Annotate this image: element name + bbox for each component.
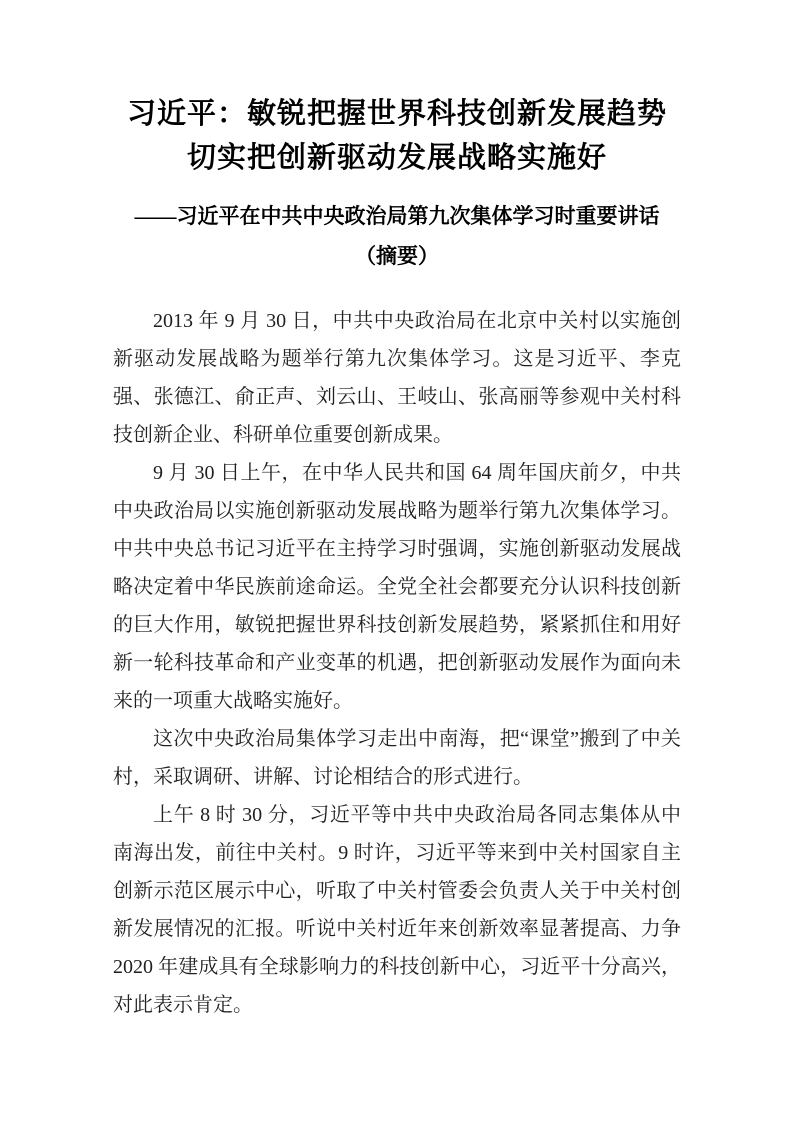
document-body (113, 302, 681, 1024)
document-title-line1: 习近平：敏锐把握世界科技创新发展趋势 (126, 98, 667, 130)
document-subtitle: ——习近平在中共中央政治局第九次集体学习时重要讲话 (134, 204, 660, 228)
body-paragraph-2: 9 月 30 日上午，在中华人民共和国 64 周年国庆前夕，中共中央政治局以实施创新驱动发展战略为题举行第九次集体学习。中共中央总书记习近平在主持学习时强调，实施创新驱动发展战略决定着中华民族前途命运。全党全社会都要充分认识科技创新的巨大作用，敏锐把握世界科技创新发展趋势，紧紧抓住和用好新一轮科技革命和产业变革的机遇，把创新驱动发展作为面向未来的一项重大战略实施好。 (113, 462, 681, 712)
document-title-line2: 切实把创新驱动发展战略实施好 (186, 142, 607, 174)
body-paragraph-4: 上午 8 时 30 分，习近平等中共中央政治局各同志集体从中南海出发，前往中关村。9 时许，习近平等来到中关村国家自主创新示范区展示中心，听取了中关村管委会负责人关于中关村创新发展情况的汇报。听说中关村近年来创新效率显著提高、力争 2020 年建成具有全球影响力的科技创新中心，习近平十分高兴，对此表示肯定。 (113, 804, 681, 1016)
document-subtitle-note: （摘要） (355, 244, 439, 268)
document-subtitle-block (113, 196, 681, 276)
document-title (113, 92, 681, 180)
body-paragraph-1: 2013 年 9 月 30 日，中共中央政治局在北京中关村以实施创新驱动发展战略为题举行第九次集体学习。这是习近平、李克强、张德江、俞正声、刘云山、王岐山、张高丽等参观中关村科技创新企业、科研单位重要创新成果。 (113, 310, 681, 446)
body-paragraph-3: 这次中央政治局集体学习走出中南海，把“课堂”搬到了中关村，采取调研、讲解、讨论相结合的形式进行。 (113, 728, 681, 788)
